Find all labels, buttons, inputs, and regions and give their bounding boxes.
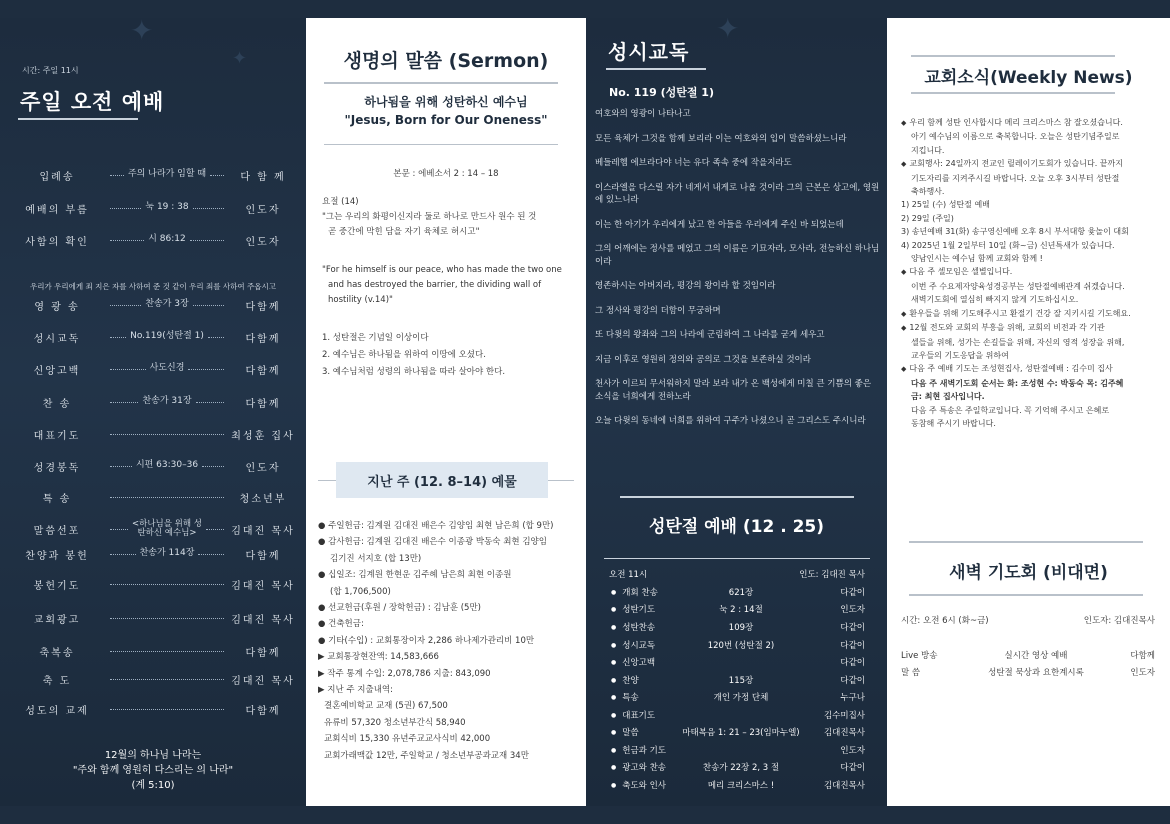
list-item: 모든 육체가 그것을 함께 보리라 이는 여호와의 입이 말씀하셨느니라 (595, 133, 847, 144)
order-detail: 시 86:12 (148, 234, 186, 245)
verse-line: hostility (v.14)" (328, 295, 393, 305)
service-title: 주일 오전 예배 (20, 90, 165, 114)
row-item: ● 성탄찬송 (611, 621, 655, 633)
list-item: 1. 성탄절은 기념일 이상이다 (322, 333, 429, 343)
dot-leader (110, 497, 224, 498)
dot-leader (202, 466, 224, 467)
dot-leader (210, 175, 224, 176)
row-item: Live 방송 (901, 651, 938, 661)
list-item: ▶ 작주 통계 수입: 2,078,786 지출: 843,090 (318, 668, 491, 679)
list-item: 이는 한 아기가 우리에게 났고 한 아들을 우리에게 주신 바 되었는데 (595, 219, 844, 230)
news-item: 3) 송년예배 31(화) 송구영신예배 오후 8시 부서대항 윷놀이 대회 (901, 227, 1129, 237)
dot-leader (208, 337, 224, 338)
order-leader: 김대진 목사 (231, 525, 295, 537)
divider (909, 594, 1143, 596)
order-leader: 청소년부 (239, 493, 287, 505)
divider (909, 541, 1143, 543)
order-row (8, 361, 298, 377)
order-detail: 시편 63:30–36 (135, 460, 199, 471)
order-detail: No.119(성탄절 1) (130, 331, 204, 342)
dot-leader (110, 208, 141, 209)
prayer-leader: 인도자: 김대진목사 (1083, 616, 1155, 626)
monthly-motto (0, 748, 306, 793)
key-verse-en (322, 263, 562, 308)
order-leader: 인도자 (245, 204, 281, 216)
verse-line: "그는 우리의 화평이신지라 둘로 하나로 만드사 원수 된 것 (322, 212, 537, 222)
dot-leader (110, 554, 136, 555)
sermon-subtitle-ko: 하나됨을 위해 성탄하신 예수님 (364, 95, 528, 109)
dot-leader (110, 434, 224, 435)
news-item: ◆ 환우들을 위해 기도해주시고 환절기 건강 잘 지키시길 기도해요. (901, 307, 1163, 321)
row-detail: 621장 (728, 588, 754, 598)
row-detail: 눅 2 : 14절 (719, 605, 763, 615)
scripture-reference: 본문 : 에베소서 2 : 14 – 18 (393, 169, 499, 179)
row-leader: 인도자 (840, 746, 865, 756)
christmas-leader: 인도: 김대진 목사 (799, 570, 865, 580)
row-detail: 개인 가정 단체 (713, 693, 769, 703)
divider (911, 92, 1115, 94)
order-label: 교회광고 (33, 614, 81, 626)
list-item: 교회가래맥값 12만, 주일학교 / 청소년부공과교재 34만 (324, 750, 529, 761)
dot-leader (193, 305, 224, 306)
row-detail: 109장 (728, 623, 754, 633)
order-detail: 찬송가 3장 (145, 299, 189, 310)
offering-title: 지난 주 (12. 8–14) 예물 (367, 475, 517, 490)
news-item: 4) 2025년 1월 2일부터 10일 (화~금) 신년특새가 있습니다. (901, 240, 1115, 250)
news-item: 교우들의 기도응답을 위하여 (911, 350, 1009, 360)
order-detail: 사도신경 (149, 363, 185, 374)
order-leader: 김대진 목사 (231, 580, 295, 592)
order-row (8, 546, 298, 562)
order-label: 봉헌기도 (33, 580, 81, 592)
row-detail: 115장 (728, 676, 754, 686)
dot-leader (198, 554, 224, 555)
news-item: 동참해 주시기 바랍니다. (911, 418, 996, 428)
news-item: ◆ 다음 주 셀모임은 셀별입니다. (901, 265, 1163, 279)
motto-line: (계 5:10) (131, 780, 175, 791)
row-item: ● 개회 찬송 (611, 586, 658, 598)
order-label: 입례송 (39, 171, 75, 183)
news-item: 양남인시는 예수님 함께 교회와 함께 ! (911, 254, 1043, 264)
table-row (901, 649, 1155, 663)
order-row (8, 458, 298, 474)
row-leader: 다같이 (840, 588, 865, 598)
list-item: (합 1,706,500) (330, 586, 391, 597)
table-row (611, 603, 865, 617)
list-item: 여호와의 영광이 나타나고 (595, 109, 691, 119)
order-leader: 김대진 목사 (231, 675, 295, 687)
title-underline (18, 118, 138, 120)
dot-leader (206, 529, 224, 530)
order-label: 예배의 부름 (25, 204, 89, 216)
order-row (8, 232, 298, 248)
star-decoration-icon: ✦ (130, 18, 154, 47)
list-item: ● 기타(수입) : 교회통장이자 2,286 하나제가관리비 10만 (318, 635, 535, 646)
responsive-reading-panel (586, 18, 887, 806)
order-detail: <하나님을 위해 성탄하신 예수님> (132, 518, 203, 538)
sermon-title: 생명의 말씀 (Sermon) (343, 50, 549, 72)
table-row (611, 779, 865, 793)
table-row (611, 691, 865, 705)
order-row (8, 297, 298, 313)
order-label: 대표기도 (33, 430, 81, 442)
row-leader: 다함께 (1130, 651, 1155, 661)
prayer-time: 시간: 오전 6시 (화~금) (901, 616, 989, 626)
news-list (901, 116, 1163, 430)
row-leader: 인도자 (1130, 668, 1155, 678)
row-leader: 다같이 (840, 641, 865, 651)
order-leader: 다함께 (245, 647, 281, 659)
list-item: 유류비 57,320 청소년부간식 58,940 (324, 717, 466, 728)
list-item: 3. 예수님처럼 성령의 하나됨을 따라 살아야 한다. (322, 367, 506, 377)
order-leader: 다함께 (245, 705, 281, 717)
list-item: 지금 이후로 영원히 정의와 공의로 그것을 보존하실 것이라 (595, 354, 811, 365)
order-leader: 다함께 (245, 550, 281, 562)
news-item: 셀들을 위해, 성가는 손길들을 위해, 자신의 영적 성장을 위해, (911, 337, 1125, 347)
news-item: 다음 주 새벽기도회 순서는 화: 조성현 수: 박동숙 목: 김주혜 (911, 378, 1124, 388)
dot-leader (110, 584, 224, 585)
order-leader: 최성훈 집사 (231, 430, 295, 442)
service-time: 시간: 주일 11시 (22, 66, 79, 75)
row-item: ● 헌금과 기도 (611, 744, 666, 756)
dot-leader (110, 175, 124, 176)
row-detail: 성탄절 묵상과 요한계시록 (988, 668, 1084, 678)
order-row (8, 643, 298, 659)
table-row (611, 656, 865, 670)
list-item: 그 정사와 평강의 더함이 무궁하며 (595, 305, 721, 316)
news-item: ◆ 교회행사: 24일까지 전교인 릴레이기도회가 있습니다. 끝까지 (901, 157, 1163, 171)
prayer-header (901, 614, 1155, 628)
order-row (8, 701, 298, 717)
row-detail: 120번 (성탄절 2) (707, 641, 775, 651)
list-item: 또 다윗의 왕좌와 그의 나라에 군림하여 그 나라를 굳게 세우고 (595, 330, 825, 340)
table-row (611, 709, 865, 723)
list-item: 김기진 서지호 (합 13만) (330, 553, 422, 564)
news-item: 지킵니다. (911, 145, 945, 155)
table-row (611, 744, 865, 758)
order-label: 사함의 확인 (25, 236, 89, 248)
dot-leader (110, 679, 224, 680)
order-row (8, 167, 298, 183)
news-title: 교회소식(Weekly News) (924, 68, 1133, 88)
order-label: 성경봉독 (33, 462, 81, 474)
table-row (611, 674, 865, 688)
news-item: 2) 29일 (주일) (901, 213, 954, 223)
list-item: ● 주일헌금: 김계원 김대진 배은수 김양임 최현 남은희 (합 9만) (318, 521, 554, 531)
order-row (8, 489, 298, 505)
row-item: ● 특송 (611, 691, 639, 703)
order-row (8, 518, 298, 540)
row-leader: 인도자 (840, 605, 865, 615)
dot-leader (110, 709, 224, 710)
news-item: 1) 25일 (수) 성탄절 예배 (901, 200, 990, 210)
list-item: 베들레헴 에브라다야 너는 유다 족속 중에 작을지라도 (595, 158, 792, 168)
lords-prayer-line: 우리가 우리에게 죄 지은 자를 사하여 준 것 같이 우리 죄를 사하여 주옵시고 (30, 282, 276, 291)
dot-leader (196, 402, 224, 403)
order-row (8, 200, 298, 216)
order-label: 성시교독 (33, 333, 81, 345)
news-item: 축하행사. (911, 187, 945, 197)
divider (606, 68, 706, 70)
offering-list (318, 518, 580, 764)
row-detail: 찬송가 22장 2, 3 절 (702, 763, 780, 773)
order-row (8, 394, 298, 410)
row-item: ● 말씀 (611, 726, 639, 738)
order-row (8, 426, 298, 442)
order-leader: 인도자 (245, 236, 281, 248)
verse-line: 곧 중간에 막힌 담을 자기 육체로 허시고" (328, 227, 480, 237)
divider (318, 480, 336, 481)
table-row (611, 726, 865, 740)
list-item: 2. 예수님은 하나됨을 위하여 이땅에 오셨다. (322, 350, 486, 360)
christmas-header (609, 568, 865, 580)
news-item: 아기 예수님의 이름으로 축복합니다. 오늘은 성탄기념주일로 (911, 132, 1120, 142)
dot-leader (110, 618, 224, 619)
list-item: ● 선교헌금(후원 / 장학헌금) : 김남훈 (5만) (318, 603, 481, 614)
list-item: ▶ 지난 주 지출내역: (318, 685, 393, 696)
key-verse-ko (322, 195, 562, 240)
order-label: 찬양과 봉헌 (25, 550, 89, 562)
order-label: 성도의 교제 (25, 705, 89, 717)
motto-line: 12월의 하나님 나라는 (104, 750, 202, 761)
order-detail: 찬송가 31장 (142, 396, 192, 407)
dawn-prayer-title: 새벽 기도회 (비대면) (949, 563, 1108, 583)
news-item: ◆ 12월 전도와 교회의 부흥을 위해, 교회의 비전과 각 기관 (901, 321, 1163, 335)
sermon-subtitle-en: "Jesus, Born for Our Oneness" (344, 113, 548, 127)
list-item: 그의 어깨에는 정사를 메었고 그의 이름은 기묘자라, 모사라, 전능하신 하나님이라 (595, 244, 880, 267)
list-item: 이스라엘을 다스릴 자가 네게서 내게로 나올 것이라 그의 근본은 상고에, 영원에 있느니라 (595, 182, 880, 205)
order-label: 축 도 (42, 675, 72, 687)
row-item: ● 축도와 인사 (611, 779, 666, 791)
dot-leader (110, 402, 138, 403)
list-item: 교회식비 15,330 유년주교교사식비 42,000 (324, 734, 491, 745)
list-item: ● 건축헌금: (318, 619, 364, 630)
order-label: 특 송 (42, 493, 72, 505)
row-item: ● 성시교독 (611, 639, 655, 651)
dot-leader (110, 305, 141, 306)
order-leader: 다함께 (245, 301, 281, 313)
order-detail: 찬송가 114장 (139, 548, 195, 559)
church-news-panel (887, 18, 1170, 806)
dot-leader (110, 369, 146, 370)
order-leader: 다함께 (245, 333, 281, 345)
list-item: 오늘 다윗의 동네에 너희를 위하여 구주가 나셨으니 곧 그리스도 주시니라 (595, 416, 866, 426)
row-leader: 김수미집사 (823, 711, 865, 721)
row-leader: 다같이 (840, 658, 865, 668)
news-item: 다음 주 특송은 주일학교입니다. 꼭 기억해 주시고 은혜로 (911, 405, 1110, 415)
sermon-points (322, 330, 562, 381)
news-item: 이번 주 수요제자양육성경공부는 성탄절예배관계 쉬겠습니다. (911, 281, 1125, 291)
row-item: 말 씀 (901, 668, 921, 678)
row-leader: 다같이 (840, 763, 865, 773)
row-detail: 메리 크리스마스 ! (707, 781, 775, 791)
order-row (8, 610, 298, 626)
order-leader: 다 함 께 (240, 171, 286, 183)
reading-verses (595, 108, 881, 440)
divider (620, 496, 854, 498)
order-leader: 김대진 목사 (231, 614, 295, 626)
row-leader: 김대진목사 (823, 728, 865, 738)
star-decoration-icon: ✦ (716, 18, 740, 45)
row-detail: 실시간 영상 예배 (1004, 651, 1068, 661)
row-item: ● 성탄기도 (611, 603, 655, 615)
news-item: ◆ 다음 주 예배 기도는 조성현집사, 성탄절예배 : 김수미 집사 (901, 362, 1163, 376)
order-label: 영 광 송 (34, 301, 80, 313)
motto-line: "주와 함께 영원히 다스리는 의 나라" (72, 765, 234, 776)
row-item: ● 대표기도 (611, 709, 655, 721)
dot-leader (190, 240, 224, 241)
table-row (611, 586, 865, 600)
order-leader: 다함께 (245, 398, 281, 410)
row-item: ● 찬양 (611, 674, 639, 686)
news-item: 금: 최현 집사입니다. (911, 392, 985, 402)
row-leader: 김대진목사 (823, 781, 865, 791)
order-row (8, 576, 298, 592)
news-item: ◆ 우리 함께 성탄 인사합시다 메리 크리스마스 참 잘오셨습니다. (901, 116, 1163, 130)
list-item: ▶ 교회통장현잔액: 14,583,666 (318, 652, 439, 663)
dot-leader (193, 208, 224, 209)
dot-leader (110, 651, 224, 652)
order-label: 신앙고백 (33, 365, 81, 377)
row-item: ● 광고와 찬송 (611, 761, 666, 773)
list-item: ● 감사헌금: 김계원 김대진 배은수 이종광 박동숙 최현 김양임 (318, 537, 547, 548)
reading-number: No. 119 (성탄절 1) (609, 86, 714, 99)
order-detail: 눅 19 : 38 (145, 202, 189, 213)
news-item: 새벽기도회에 열심히 빠지지 않게 기도하십시오. (911, 295, 1079, 305)
star-decoration-icon: ✦ (232, 48, 248, 69)
news-item: 기도자리를 지켜주시길 바랍니다. 오늘 오후 3시부터 성탄절 (911, 173, 1120, 183)
table-row (611, 761, 865, 775)
order-leader: 다함께 (245, 365, 281, 377)
list-item: ● 십일조: 김계원 한현운 김주혜 남은희 최현 이종원 (318, 570, 512, 581)
order-leader: 인도자 (245, 462, 281, 474)
verse-ref: 요절 (14) (322, 197, 359, 207)
divider (324, 144, 558, 145)
dot-leader (188, 369, 224, 370)
dot-leader (110, 466, 132, 467)
divider (548, 480, 574, 481)
table-row (611, 639, 865, 653)
responsive-title: 성시교독 (608, 40, 690, 64)
table-row (611, 621, 865, 635)
table-row (901, 666, 1155, 680)
dot-leader (110, 240, 144, 241)
order-detail: 주의 나라가 임할 때 (127, 169, 207, 180)
dot-leader (110, 337, 126, 338)
row-detail: 마태복음 1: 21 – 23(임마누엘) (682, 728, 800, 738)
row-leader: 다같이 (840, 623, 865, 633)
list-item: 결혼예비학교 교재 (5권) 67,500 (324, 701, 448, 712)
row-leader: 다같이 (840, 676, 865, 686)
list-item: 천사가 이르되 무서워하지 말라 보라 내가 온 백성에게 미칠 큰 기쁨의 좋은 소식을 너희에게 전하노라 (595, 379, 872, 402)
order-label: 찬 송 (42, 398, 72, 410)
list-item: 영존하시는 아버지라, 평강의 왕이라 할 것임이라 (595, 281, 776, 291)
order-label: 축복송 (39, 647, 75, 659)
order-row (8, 671, 298, 687)
christmas-service-title: 성탄절 예배 (12 . 25) (648, 517, 825, 537)
divider (324, 82, 558, 84)
order-row (8, 329, 298, 345)
row-leader: 누구나 (840, 693, 865, 703)
verse-line: and has destroyed the barrier, the dividing wall of (328, 280, 542, 290)
dot-leader (110, 529, 128, 530)
divider (604, 558, 870, 559)
verse-line: "For he himself is our peace, who has made the two one (322, 265, 562, 275)
christmas-time: 오전 11시 (609, 570, 648, 580)
worship-order-panel (0, 18, 306, 806)
order-label: 말씀선포 (33, 525, 81, 537)
sermon-panel (306, 18, 586, 806)
row-item: ● 신앙고백 (611, 656, 655, 668)
divider (911, 55, 1115, 57)
